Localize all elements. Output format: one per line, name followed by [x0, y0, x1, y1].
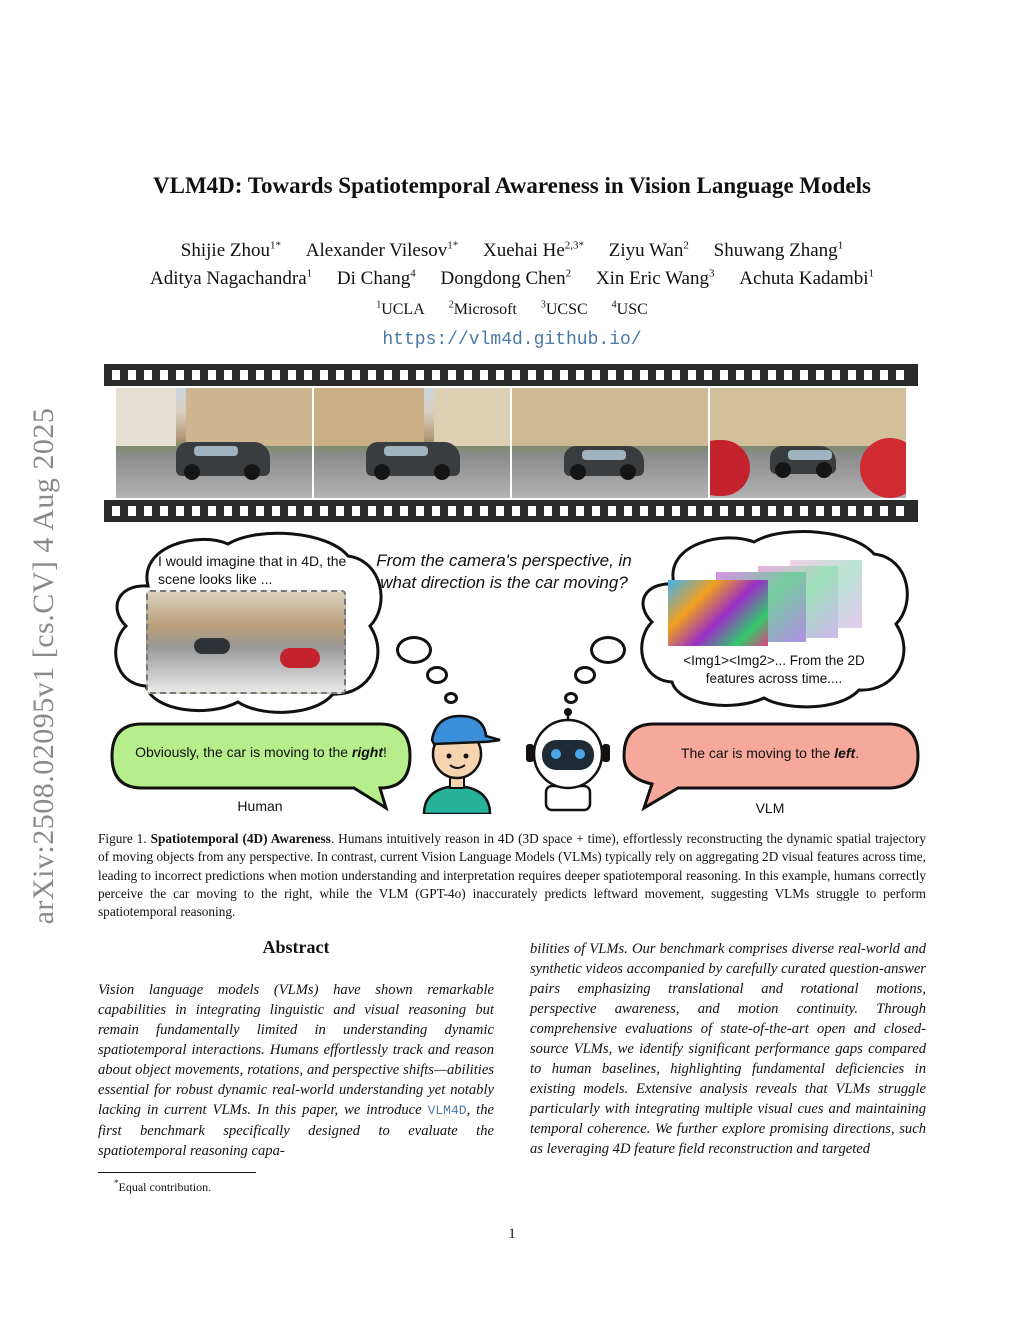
- abstract-right-column: bilities of VLMs. Our benchmark comprises diverse real-world and synthetic videos accompanied by carefully curated question-answer pairs emphasizing translational and rotational motions, perspective awareness, and motion continuity. Through comprehensive evaluations of state-of-the-art open and closed-source VLMs, we identify significant performance gaps compared to human baselines, highlighting fundamental deficiencies in existing models. Extensive analysis reveals that VLMs struggle particularly with integrating multiple visual cues and maintaining temporal coherence. We further explore promising directions, such as leveraging 4D feature field reconstruction and targeted: [530, 941, 926, 1157]
- question-text: From the camera's perspective, in what direction is the car moving?: [376, 551, 632, 592]
- arxiv-sidebar-stamp: [24, 376, 64, 956]
- robot-avatar: [520, 708, 616, 812]
- vlm-thought-dot: [564, 692, 578, 704]
- human-answer-text: Obviously, the car is moving to the right!: [135, 744, 387, 760]
- affiliation: $^4$USC: [611, 300, 648, 319]
- project-url-link[interactable]: https://vlm4d.github.io/: [382, 330, 642, 350]
- author: Di Chang$^4$: [336, 268, 416, 290]
- author: Xin Eric Wang$^3$: [595, 268, 715, 290]
- affiliation: $^2$Microsoft: [448, 300, 517, 319]
- human-label: Human: [237, 798, 283, 814]
- benchmark-name: VLM4D: [427, 1103, 467, 1118]
- 4d-reconstruction-image: [146, 590, 346, 694]
- authors-line-2: [0, 268, 1024, 290]
- footnote-rule: [98, 1172, 256, 1173]
- abstract-heading: Abstract: [262, 937, 330, 957]
- feature-map-1: [668, 580, 768, 646]
- paper-title: VLM4D: Towards Spatiotemporal Awareness in Vision Language Models: [153, 173, 871, 198]
- vlm-answer-bubble: [618, 720, 924, 812]
- affiliations: [0, 300, 1024, 319]
- affiliation: $^1$UCLA: [376, 300, 425, 319]
- arxiv-id: arXiv:2508.02095v1 [cs.CV] 4 Aug 2025: [27, 407, 60, 925]
- figure-caption: Figure 1. Spatiotemporal (4D) Awareness. Humans intuitively reason in 4D (3D space + time), effortlessly reconstructing the dynamic spatial trajectory of moving objects from any perspective. In contrast, current Vision Language Models (VLMs) typically rely on aggregating 2D visual features across time, leading to incorrect predictions when motion understanding and interpretation requires deeper spatiotemporal reasoning. In this example, humans correctly perceive the car moving to the right, while the VLM (GPT-4o) inaccurately predicts leftward movement, suggesting VLMs struggle to perform spatiotemporal reasoning.: [98, 831, 927, 920]
- vlm-label: VLM: [755, 800, 785, 816]
- vlm-thought-dot: [590, 636, 626, 664]
- author: Shuwang Zhang$^1$: [713, 240, 844, 262]
- human-thought-text: I would imagine that in 4D, the scene looks like ...: [158, 553, 347, 587]
- human-avatar: [410, 706, 504, 814]
- vlm-thought-dot: [574, 666, 596, 684]
- abstract-left-column: Vision language models (VLMs) have shown remarkable capabilities in integrating linguistic and visual reasoning but remain fundamentally limited in understanding dynamic spatiotemporal interactions. Humans effortlessly track and reason about object movements, rotations, and perspective shifts—abilities essential for robust dynamic real-world understanding yet notably lacking in current VLMs. In this paper, we introduce VLM4D, the first benchmark specifically designed to evaluate the spatiotemporal reasoning capa-: [98, 982, 494, 1159]
- authors-line-1: [0, 240, 1024, 262]
- vlm-answer-text: The car is moving to the left.: [680, 745, 860, 761]
- author: Achuta Kadambi$^1$: [739, 268, 875, 290]
- author: Dongdong Chen$^2$: [440, 268, 572, 290]
- film-bottom-strip: [104, 500, 918, 522]
- video-frame-2: [314, 388, 510, 498]
- human-thought-dot: [396, 636, 432, 664]
- video-frame-3: [512, 388, 708, 498]
- human-thought-dot: [426, 666, 448, 684]
- author: Alexander Vilesov$^{1*}$: [305, 240, 459, 262]
- author: Shijie Zhou$^{1*}$: [180, 240, 281, 262]
- film-top-strip: [104, 364, 918, 386]
- page-number: 1: [508, 1226, 516, 1242]
- footnote: *Equal contribution.: [114, 1178, 212, 1194]
- human-thought-dot: [444, 692, 458, 704]
- video-frame-1: [116, 388, 312, 498]
- video-film-strip: [104, 364, 918, 522]
- author: Aditya Nagachandra$^1$: [149, 268, 313, 290]
- video-frame-4: [710, 388, 906, 498]
- affiliation: $^3$UCSC: [540, 300, 588, 319]
- author: Ziyu Wan$^2$: [608, 240, 689, 262]
- author: Xuehai $He^{2,3*}$: [483, 240, 585, 262]
- vlm-thought-text: <Img1><Img2>... From the 2D features across time....: [683, 653, 865, 686]
